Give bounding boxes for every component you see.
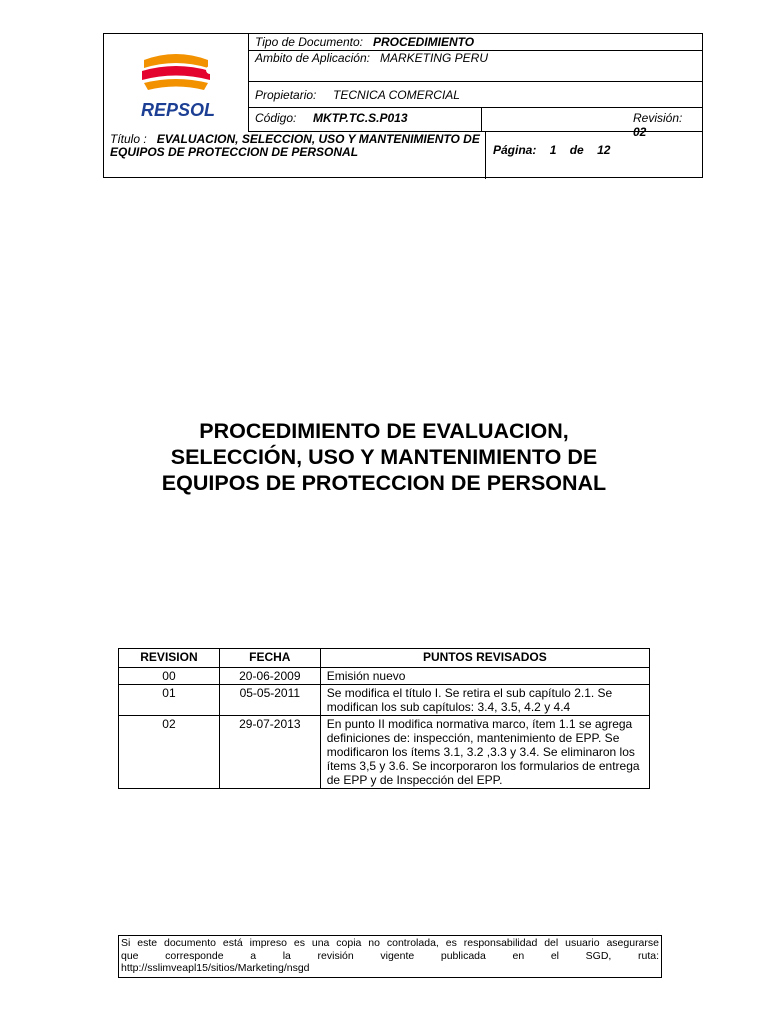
cell-puntos: Emisión nuevo: [320, 668, 649, 685]
table-header-row: [119, 649, 650, 668]
propietario-row: [249, 82, 702, 108]
titulo-label: Título :: [110, 132, 147, 146]
propietario-value: TECNICA COMERCIAL: [333, 88, 460, 102]
titulo-value: EVALUACION, SELECCION, USO Y MANTENIMIENTO DE EQUIPOS DE PROTECCION DE PERSONAL: [110, 132, 480, 159]
propietario-label: Propietario:: [255, 88, 317, 102]
table-row: [119, 716, 650, 789]
table-row: [119, 668, 650, 685]
codigo-divider: [481, 108, 482, 131]
pagina-de: de: [569, 143, 584, 157]
document-header: [103, 33, 703, 178]
cell-fecha: 29-07-2013: [219, 716, 320, 789]
revision-table: [118, 648, 650, 789]
notice-line-1: Si este documento está impreso es una copia no controlada, es responsabilidad del usuario asegurarse: [121, 937, 659, 949]
page-title: [100, 418, 668, 496]
pagina-cell: [493, 144, 610, 157]
controlled-copy-notice: [118, 935, 662, 978]
tipo-documento-row: [249, 34, 702, 51]
revision-value: 02: [633, 125, 647, 139]
cell-puntos: Se modifica el título I. Se retira el sub capítulo 2.1. Se modifican los sub capítulos: 3.4, 3.5, 4.2 y 4.4: [320, 685, 649, 716]
revision-label: Revisión:: [633, 111, 683, 125]
codigo-value: MKTP.TC.S.P013: [313, 111, 408, 125]
pagina-total: 12: [597, 143, 611, 157]
repsol-logo: [104, 34, 249, 132]
title-line-3: EQUIPOS DE PROTECCION DE PERSONAL: [161, 471, 607, 495]
pagina-current: 1: [549, 143, 557, 157]
table-row: [119, 685, 650, 716]
header-fecha: FECHA: [219, 649, 320, 668]
logo-cell: [104, 34, 249, 132]
title-line-1: PROCEDIMIENTO DE EVALUACION,: [199, 419, 569, 443]
titulo-row: [104, 132, 702, 179]
titulo-cell: [110, 133, 480, 159]
ambito-label: Ambito de Aplicación:: [255, 51, 370, 65]
titulo-divider: [485, 132, 486, 179]
ambito-row: [249, 51, 702, 82]
notice-line-2: que corresponde a la revisión vigente publicada en el SGD, ruta:: [121, 949, 659, 962]
cell-revision: 00: [119, 668, 220, 685]
ambito-value: MARKETING PERU: [379, 51, 488, 65]
title-line-2: SELECCIÓN, USO Y MANTENIMIENTO DE: [170, 445, 598, 469]
cell-revision: 01: [119, 685, 220, 716]
header-puntos: PUNTOS REVISADOS: [320, 649, 649, 668]
cell-fecha: 05-05-2011: [219, 685, 320, 716]
codigo-label: Código:: [255, 111, 297, 125]
cell-fecha: 20-06-2009: [219, 668, 320, 685]
tipo-label: Tipo de Documento:: [255, 35, 363, 49]
pagina-label: Página:: [493, 143, 537, 157]
header-revision: REVISION: [119, 649, 220, 668]
cell-revision: 02: [119, 716, 220, 789]
tipo-value: PROCEDIMIENTO: [372, 35, 475, 49]
codigo-row: [249, 108, 702, 139]
repsol-logo-text: REPSOL: [140, 100, 216, 120]
cell-puntos: En punto II modifica normativa marco, ítem 1.1 se agrega definiciones de: inspección, mantenimiento de EPP. Se modificaron los ítems 3.1, 3.2 ,3.3 y 3.4. Se eliminaron los ítems 3,5 y 3.6. Se incorporaron los formularios de entrega de EPP y de Inspección del EPP.: [320, 716, 649, 789]
notice-url[interactable]: http://sslimveapl15/sitios/Marketing/nsgd: [121, 962, 310, 974]
